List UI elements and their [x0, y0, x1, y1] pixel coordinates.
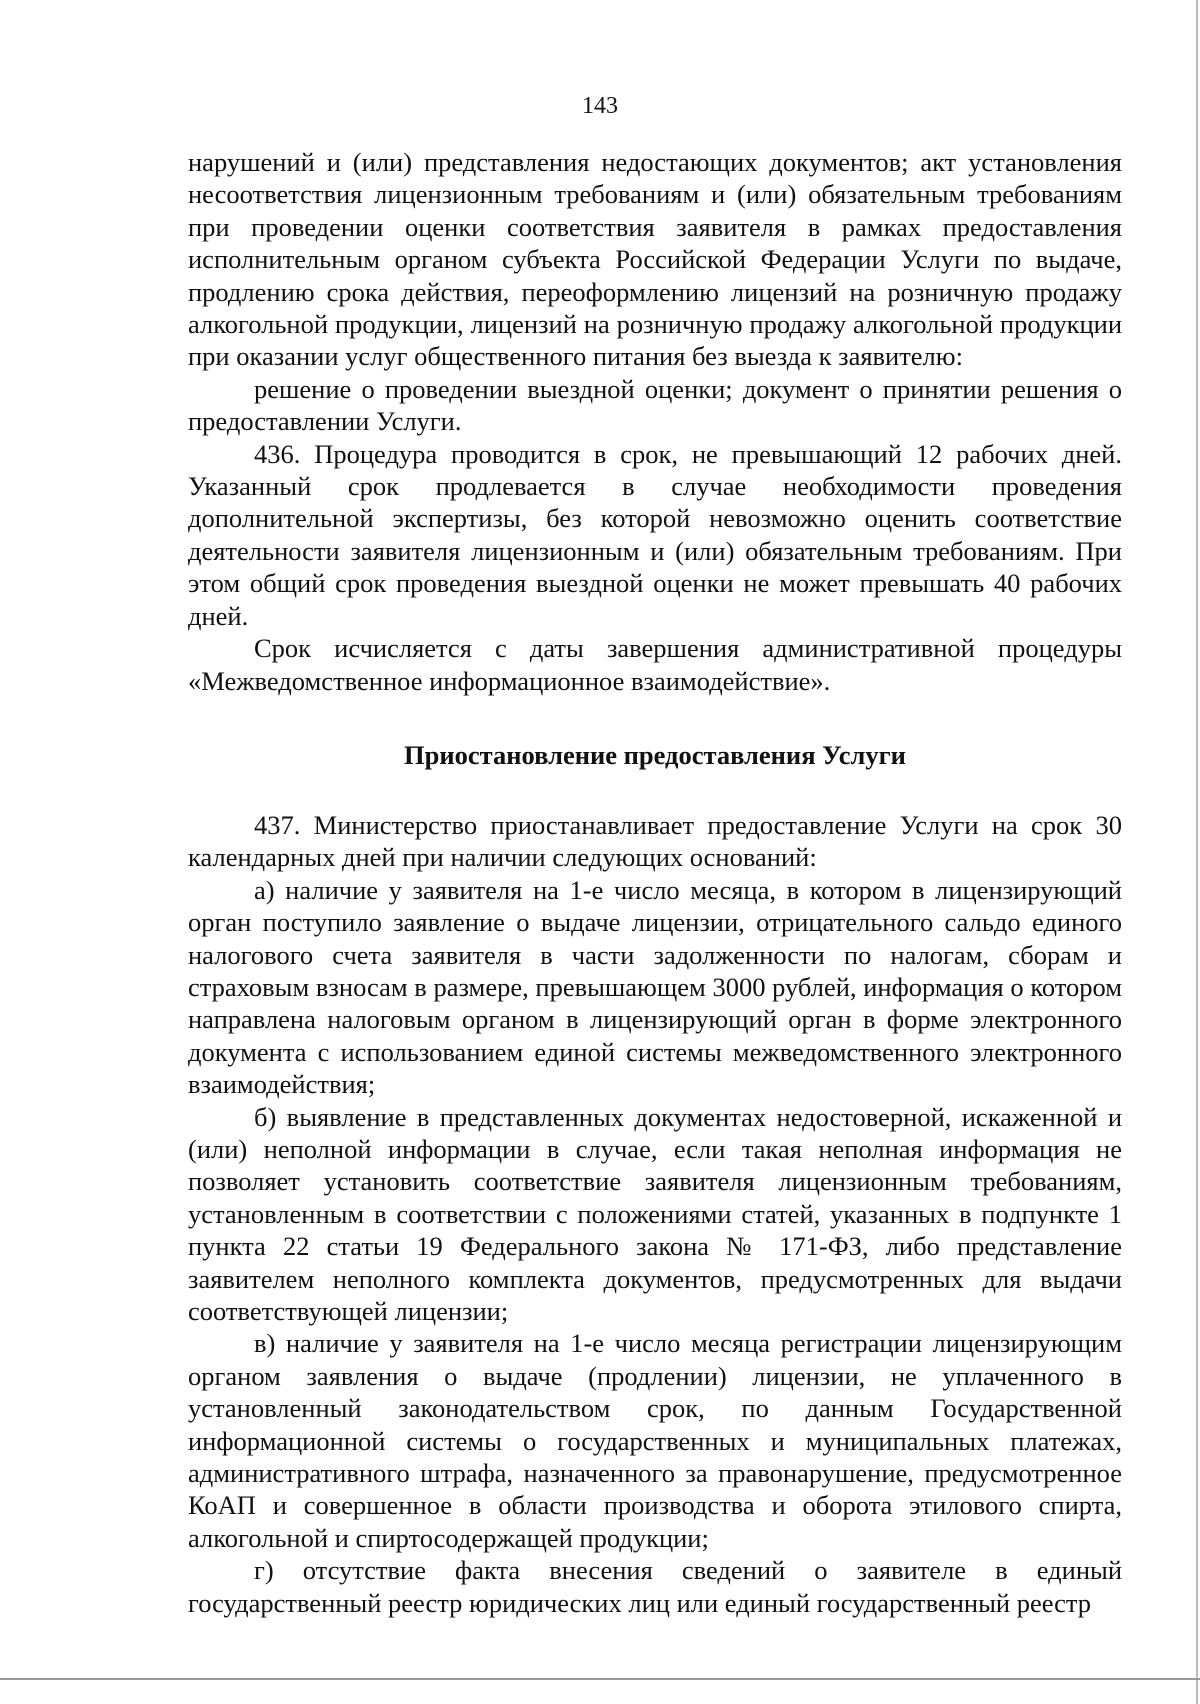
scan-edge-right [1196, 0, 1198, 1704]
paragraph-item-g: г) отсутствие факта внесения сведений о заявителе в единый государственный реестр юридических лиц или единый государственный реестр [188, 1555, 1122, 1618]
paragraph-decision: решение о проведении выездной оценки; документ о принятии решения о предоставлении Услуги. [188, 373, 1122, 437]
paragraph-item-b: б) выявление в представленных документах недостоверной, искаженной и (или) неполной информации в случае, если такая неполная информация не позволяет установить соответствие заявителя лицензионным требованиям, установленным в соответствии с положениями статей, указанных в подпункте 1 пункта 22 статьи 19 Федерального закона № 171-ФЗ, либо представление заявителем неполного комплекта документов, предусмотренных для выдачи соответствующей лицензии; [188, 1101, 1122, 1326]
paragraph-item-v: в) наличие у заявителя на 1-е число месяца регистрации лицензирующим органом заявления о выдаче (продлении) лицензии, не уплаченного в установленный законодательством срок, по данным Государственной информационной системы о государственных и муниципальных платежах, административного штрафа, назначенного за правонарушение, предусмотренное КоАП и совершенное в области производства и оборота этилового спирта, алкогольной и спиртосодержащей продукции; [188, 1328, 1122, 1553]
section-heading: Приостановление предоставления Услуги [404, 739, 906, 770]
paragraph-term: Срок исчисляется с даты завершения административной процедуры «Межведомственное информационное взаимодействие». [188, 633, 1122, 696]
scan-edge-bottom [0, 1678, 1200, 1680]
paragraph-item-a: а) наличие у заявителя на 1-е число месяца, в котором в лицензирующий орган поступило заявление о выдаче лицензии, отрицательного сальдо единого налогового счета заявителя в части задолженности по налогам, сборам и страховым взносам в размере, превышающем 3000 рублей, информация о котором направлена налоговым органом в лицензирующий орган в форме электронного документа с использованием единой системы межведомственного электронного взаимодействия; [188, 874, 1122, 1100]
paragraph-continuation: нарушений и (или) представления недостающих документов; акт установления несоответствия лицензионным требованиям и (или) обязательным требованиям при проведении оценки соответствия заявителя в рамках предоставления исполнительным органом субъекта Российской Федерации Услуги по выдаче, продлению срока действия, переоформлению лицензий на розничную продажу алкогольной продукции, лицензий на розничную продажу алкогольной продукции при оказании услуг общественного питания без выезда к заявителю: [188, 147, 1122, 372]
document-body [188, 146, 1122, 1619]
paragraph-436: 436. Процедура проводится в срок, не превышающий 12 рабочих дней. Указанный срок продлевается в случае необходимости проведения дополнительной экспертизы, без которой невозможно оценить соответствие деятельности заявителя лицензионным и (или) обязательным требованиям. При этом общий срок проведения выездной оценки не может превышать 40 рабочих дней. [188, 438, 1122, 631]
page-number: 143 [582, 93, 618, 119]
paragraph-437: 437. Министерство приостанавливает предоставление Услуги на срок 30 календарных дней при наличии следующих оснований: [188, 809, 1122, 873]
